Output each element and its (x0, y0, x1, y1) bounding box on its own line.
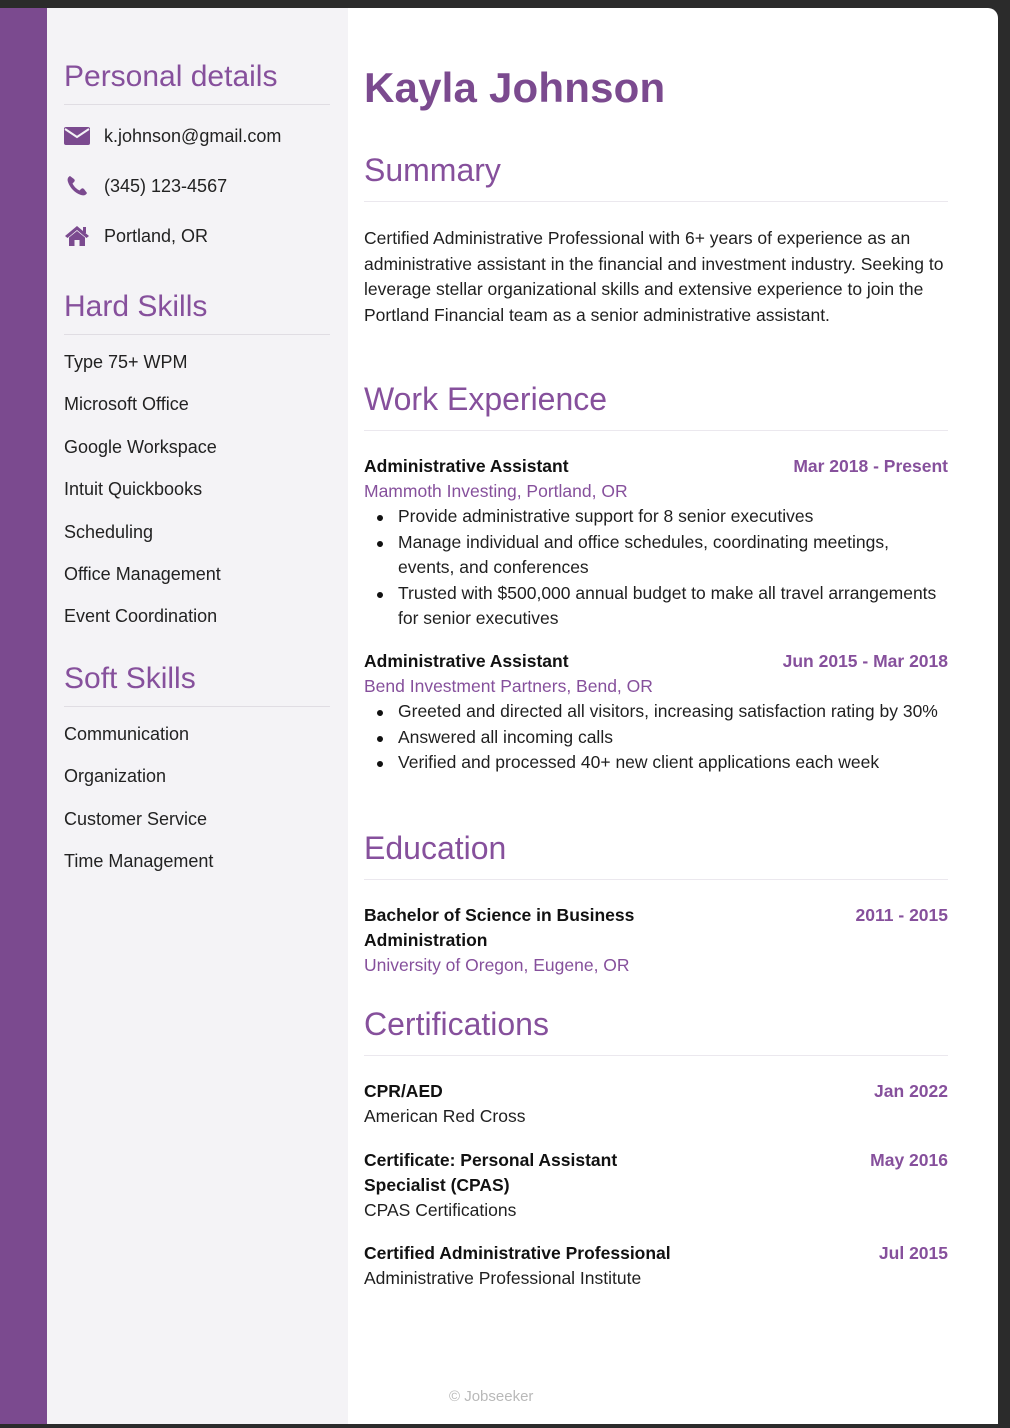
soft-skill: Time Management (64, 851, 214, 872)
cert-entry (364, 1148, 948, 1223)
job-entry (364, 649, 948, 776)
summary-text: Certified Administrative Professional with 6+ years of experience as an administrative assistant in the financial and investment industry. Seeking to leverage stellar organizational skills and extensive experience to join the Portland Financial team as a senior administrative assistant. (364, 228, 944, 325)
contact-email[interactable] (64, 111, 330, 161)
bullet-item: Trusted with $500,000 annual budget to make all travel arrangements for senior executives (364, 581, 948, 632)
hard-skills-heading: Hard Skills (64, 290, 330, 335)
bullet-item: Manage individual and office schedules, coordinating meetings, events, and conferences (364, 530, 948, 581)
cert-entry (364, 1079, 948, 1129)
personal-details-heading: Personal details (64, 60, 330, 105)
work-experience-heading: Work Experience (364, 381, 948, 431)
degree-title: Bachelor of Science in Business Administration (364, 905, 635, 950)
phone-icon (64, 175, 90, 197)
education-dates: 2011 - 2015 (855, 905, 948, 925)
education-heading: Education (364, 830, 948, 880)
cert-date: Jan 2022 (874, 1081, 948, 1101)
email-text: k.johnson@gmail.com (104, 125, 282, 146)
job-bullets (364, 504, 948, 632)
location-text: Portland, OR (104, 225, 209, 246)
hard-skill: Intuit Quickbooks (64, 479, 203, 500)
cert-entry (364, 1241, 948, 1291)
certifications-heading: Certifications (364, 1006, 948, 1056)
accent-bar (0, 8, 47, 1424)
soft-skill: Customer Service (64, 808, 208, 829)
job-org: Bend Investment Partners, Bend, OR (364, 676, 653, 696)
hard-skill: Google Workspace (64, 436, 217, 457)
sidebar (47, 8, 348, 1424)
job-title: Administrative Assistant (364, 651, 569, 671)
job-title: Administrative Assistant (364, 456, 569, 476)
phone-text: (345) 123-4567 (104, 175, 228, 196)
candidate-name: Kayla Johnson (364, 64, 666, 111)
job-org: Mammoth Investing, Portland, OR (364, 481, 628, 501)
cert-issuer: CPAS Certifications (364, 1200, 517, 1220)
hard-skill: Scheduling (64, 521, 154, 542)
job-bullets (364, 699, 948, 776)
summary-heading: Summary (364, 152, 948, 202)
job-dates: Jun 2015 - Mar 2018 (782, 651, 948, 671)
cert-date: Jul 2015 (878, 1243, 948, 1263)
home-icon (64, 225, 90, 247)
hard-skill: Office Management (64, 563, 221, 584)
contact-phone[interactable] (64, 161, 330, 211)
hard-skill: Type 75+ WPM (64, 352, 188, 372)
contact-location (64, 211, 330, 261)
hard-skill: Event Coordination (64, 606, 218, 627)
soft-skill: Communication (64, 724, 190, 744)
education-entry (364, 903, 948, 978)
school-name: University of Oregon, Eugene, OR (364, 955, 630, 975)
envelope-icon (64, 125, 90, 147)
hard-skill: Microsoft Office (64, 394, 189, 415)
cert-title: Certificate: Personal Assistant Specialist (CPAS) (364, 1150, 618, 1195)
job-dates: Mar 2018 - Present (793, 456, 948, 476)
resume-page (0, 8, 998, 1424)
job-entry (364, 454, 948, 632)
bullet-item: Verified and processed 40+ new client applications each week (364, 750, 948, 776)
soft-skill: Organization (64, 766, 167, 787)
bullet-item: Answered all incoming calls (364, 725, 948, 751)
cert-issuer: Administrative Professional Institute (364, 1268, 642, 1288)
bullet-item: Provide administrative support for 8 senior executives (364, 504, 948, 530)
cert-issuer: American Red Cross (364, 1106, 526, 1126)
cert-date: May 2016 (870, 1150, 948, 1170)
cert-title: Certified Administrative Professional (364, 1243, 671, 1263)
bullet-item: Greeted and directed all visitors, increasing satisfaction rating by 30% (364, 699, 948, 725)
soft-skills-heading: Soft Skills (64, 662, 330, 707)
footer-watermark: © Jobseeker (449, 1388, 534, 1405)
cert-title: CPR/AED (364, 1081, 443, 1101)
